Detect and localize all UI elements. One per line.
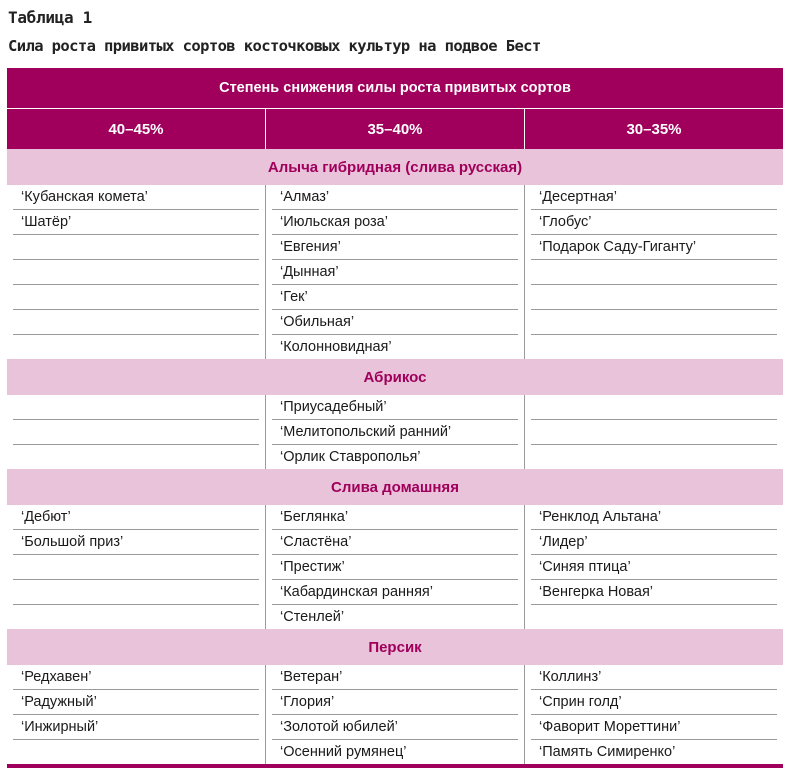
table-cell — [531, 260, 777, 285]
table-cell: ‘Подарок Саду-Гиганту’ — [531, 235, 777, 260]
section-column — [265, 665, 524, 764]
section-title: Персик — [7, 629, 783, 665]
table-cell — [531, 285, 777, 310]
table-cell — [13, 335, 259, 359]
table-cell: ‘Глория’ — [272, 690, 518, 715]
table-cell: ‘Золотой юбилей’ — [272, 715, 518, 740]
table-cell: ‘Приусадебный’ — [272, 395, 518, 420]
table-cell: ‘Престиж’ — [272, 555, 518, 580]
table-cell — [531, 605, 777, 629]
table-cell — [13, 420, 259, 445]
table-cell: ‘Стенлей’ — [280, 609, 345, 625]
table-cell — [531, 335, 777, 359]
table-cell: ‘Осенний румянец’ — [280, 744, 407, 760]
table-cell — [531, 395, 777, 420]
table-cell — [13, 260, 259, 285]
header-main: Степень снижения силы роста привитых сортов — [7, 68, 783, 109]
table-cell: ‘Сприн голд’ — [531, 690, 777, 715]
table-cell: ‘Синяя птица’ — [531, 555, 777, 580]
table-cell: ‘Ветеран’ — [272, 665, 518, 690]
table-sections — [7, 149, 783, 764]
table-cell — [13, 605, 259, 629]
section-column — [7, 665, 265, 764]
table-cell: ‘Шатёр’ — [13, 210, 259, 235]
section-column — [524, 665, 783, 764]
section-column — [524, 505, 783, 629]
bottom-rule — [7, 764, 783, 768]
header-column: 30–35% — [524, 109, 783, 149]
section-title: Алыча гибридная (слива русская) — [7, 149, 783, 185]
section-body — [7, 665, 783, 764]
section-title: Абрикос — [7, 359, 783, 395]
section-column — [7, 395, 265, 469]
table-cell — [13, 310, 259, 335]
table-cell: ‘Дынная’ — [272, 260, 518, 285]
section-column — [265, 395, 524, 469]
table-cell: ‘Беглянка’ — [272, 505, 518, 530]
section-title: Слива домашняя — [7, 469, 783, 505]
table-cell: ‘Сластёна’ — [272, 530, 518, 555]
varieties-table — [7, 68, 783, 768]
table-cell: ‘Венгерка Новая’ — [531, 580, 777, 605]
table-cell: ‘Колонновидная’ — [280, 339, 392, 355]
table-cell: ‘Кабардинская ранняя’ — [272, 580, 518, 605]
table-cell: ‘Обильная’ — [272, 310, 518, 335]
table-cell: ‘Июльская роза’ — [272, 210, 518, 235]
table-cell: ‘Евгения’ — [272, 235, 518, 260]
table-cell — [13, 235, 259, 260]
table-cell — [13, 445, 259, 469]
table-cell — [531, 445, 777, 469]
table-cell — [531, 420, 777, 445]
table-cell: ‘Мелитопольский ранний’ — [272, 420, 518, 445]
table-cell: ‘Коллинз’ — [531, 665, 777, 690]
table-cell — [13, 395, 259, 420]
table-cell: ‘Дебют’ — [13, 505, 259, 530]
section-body — [7, 395, 783, 469]
table-cell — [13, 580, 259, 605]
table-cell: ‘Редхавен’ — [13, 665, 259, 690]
table-cell: ‘Лидер’ — [531, 530, 777, 555]
table-cell: ‘Инжирный’ — [13, 715, 259, 740]
table-cell — [13, 285, 259, 310]
header-column: 40–45% — [108, 120, 164, 138]
table-number: Таблица 1 — [8, 8, 92, 27]
section-body — [7, 185, 783, 359]
table-cell: ‘Десертная’ — [531, 185, 777, 210]
section-column — [7, 505, 265, 629]
section-column — [7, 185, 265, 359]
section-column — [524, 185, 783, 359]
table-cell: ‘Кубанская комета’ — [13, 185, 259, 210]
section-body — [7, 505, 783, 629]
table-cell — [13, 740, 259, 764]
table-cell: ‘Ренклод Альтана’ — [531, 505, 777, 530]
header-column: 35–40% — [265, 109, 524, 149]
section-column — [265, 505, 524, 629]
table-cell: ‘Гек’ — [272, 285, 518, 310]
table-cell: ‘Радужный’ — [13, 690, 259, 715]
header-columns — [7, 109, 783, 149]
table-caption: Сила роста привитых сортов косточковых культур на подвое Бест — [8, 37, 541, 55]
table-cell: ‘Фаворит Мореттини’ — [531, 715, 777, 740]
table-cell: ‘Большой приз’ — [13, 530, 259, 555]
table-cell — [531, 310, 777, 335]
table-cell: ‘Память Симиренко’ — [539, 744, 676, 760]
table-cell — [13, 555, 259, 580]
table-cell: ‘Глобус’ — [531, 210, 777, 235]
section-column — [524, 395, 783, 469]
table-cell: ‘Алмаз’ — [272, 185, 518, 210]
section-column — [265, 185, 524, 359]
table-cell: ‘Орлик Ставрополья’ — [280, 449, 421, 465]
